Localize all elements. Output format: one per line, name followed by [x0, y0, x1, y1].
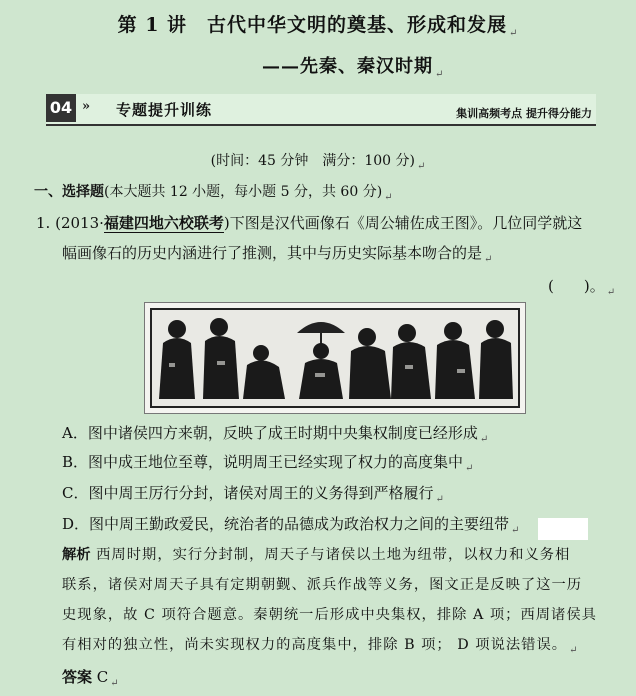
answer-label: 答案 — [62, 668, 93, 686]
lesson-title-text: 第 1 讲 古代中华文明的奠基、形成和发展 — [117, 14, 508, 36]
answer-value: C — [96, 668, 109, 686]
answer-blank — [548, 275, 615, 298]
option-c-text: C．图中周王厉行分封，诸侯对周王的义务得到严格履行 — [62, 484, 434, 502]
lesson-title — [0, 10, 636, 39]
paragraph-mark-icon: ↵ — [606, 287, 616, 298]
exam-meta — [0, 150, 636, 172]
section-banner — [46, 94, 596, 126]
banner-number: 04 — [46, 94, 76, 122]
question-stem-text: )下图是汉代画像石《周公辅佐成王图》。几位同学就这 — [223, 214, 583, 232]
explanation-line3 — [62, 604, 597, 624]
time-limit-text: (时间：45 分钟 满分：100 分) — [210, 153, 415, 169]
option-d-text: D．图中周王勤政爱民，统治者的品德成为政治权力之间的主要纽带 — [62, 515, 510, 533]
paragraph-mark-icon: ↵ — [484, 254, 493, 265]
option-b-text: B．图中成王地位至尊，说明周王已经实现了权力的高度集中 — [62, 453, 464, 471]
lesson-subtitle-text: ——先秦、秦汉时期 — [262, 56, 433, 77]
explanation-text-4: 有相对的独立性，尚未实现权力的高度集中，排除 B 项； D 项说法错误。 — [62, 637, 568, 653]
option-a-text: A．图中诸侯四方来朝，反映了成王时期中央集权制度已经形成 — [62, 424, 478, 442]
section-heading-desc: (本大题共 12 小题，每小题 5 分，共 60 分) — [104, 184, 383, 200]
paragraph-mark-icon: ↵ — [509, 27, 519, 39]
question-stem-line2 — [62, 242, 492, 265]
explanation-line1 — [62, 544, 570, 564]
answer-line — [62, 666, 119, 689]
question-number: 1. — [36, 214, 51, 232]
answer-blank-text: ( )。 — [548, 277, 605, 295]
banner-title: 专题提升训练 — [116, 101, 213, 119]
option-c — [62, 482, 444, 505]
explanation-text-2: 联系，诸侯对周天子具有定期朝觐、派兵作战等义务，图文正是反映了这一历 — [62, 577, 583, 593]
option-b — [62, 451, 473, 474]
stone-relief-image — [144, 302, 526, 414]
paragraph-mark-icon: ↵ — [435, 68, 445, 80]
section-heading-label: 一、选择题 — [34, 184, 104, 200]
explanation-text-3: 史现象，故 C 项符合题意。秦朝统一后形成中央集权，排除 A 项；西周诸侯具 — [62, 607, 597, 623]
paragraph-mark-icon: ↵ — [110, 678, 119, 689]
paragraph-mark-icon: ↵ — [465, 463, 474, 474]
question-stem-line1 — [36, 212, 582, 233]
paragraph-mark-icon: ↵ — [479, 434, 489, 445]
explanation-line4 — [62, 634, 578, 656]
question-year: (2013· — [55, 214, 104, 232]
lesson-subtitle — [262, 52, 444, 80]
explanation-text-1: 西周时期，实行分封制，周天子与诸侯以土地为纽带，以权力和义务相 — [96, 547, 571, 563]
paragraph-mark-icon: ↵ — [435, 494, 444, 505]
paragraph-mark-icon: ↵ — [569, 644, 579, 656]
paragraph-mark-icon: ↵ — [416, 160, 426, 172]
section-heading — [34, 181, 393, 203]
question-source: 福建四地六校联考 — [103, 214, 224, 232]
relief-illustration — [145, 303, 525, 413]
banner-tagline: 集训高频考点 提升得分能力 — [456, 107, 592, 120]
double-chevron-icon: » — [82, 99, 91, 114]
paragraph-mark-icon: ↵ — [384, 191, 393, 203]
question-stem-text-2: 幅画像石的历史内涵进行了推测，其中与历史实际基本吻合的是 — [62, 244, 483, 262]
explanation-line2 — [62, 574, 582, 594]
option-d — [62, 513, 519, 536]
paragraph-mark-icon: ↵ — [511, 525, 520, 536]
explanation-label: 解析 — [62, 547, 91, 563]
option-a — [62, 422, 488, 445]
blank-area — [538, 518, 588, 540]
